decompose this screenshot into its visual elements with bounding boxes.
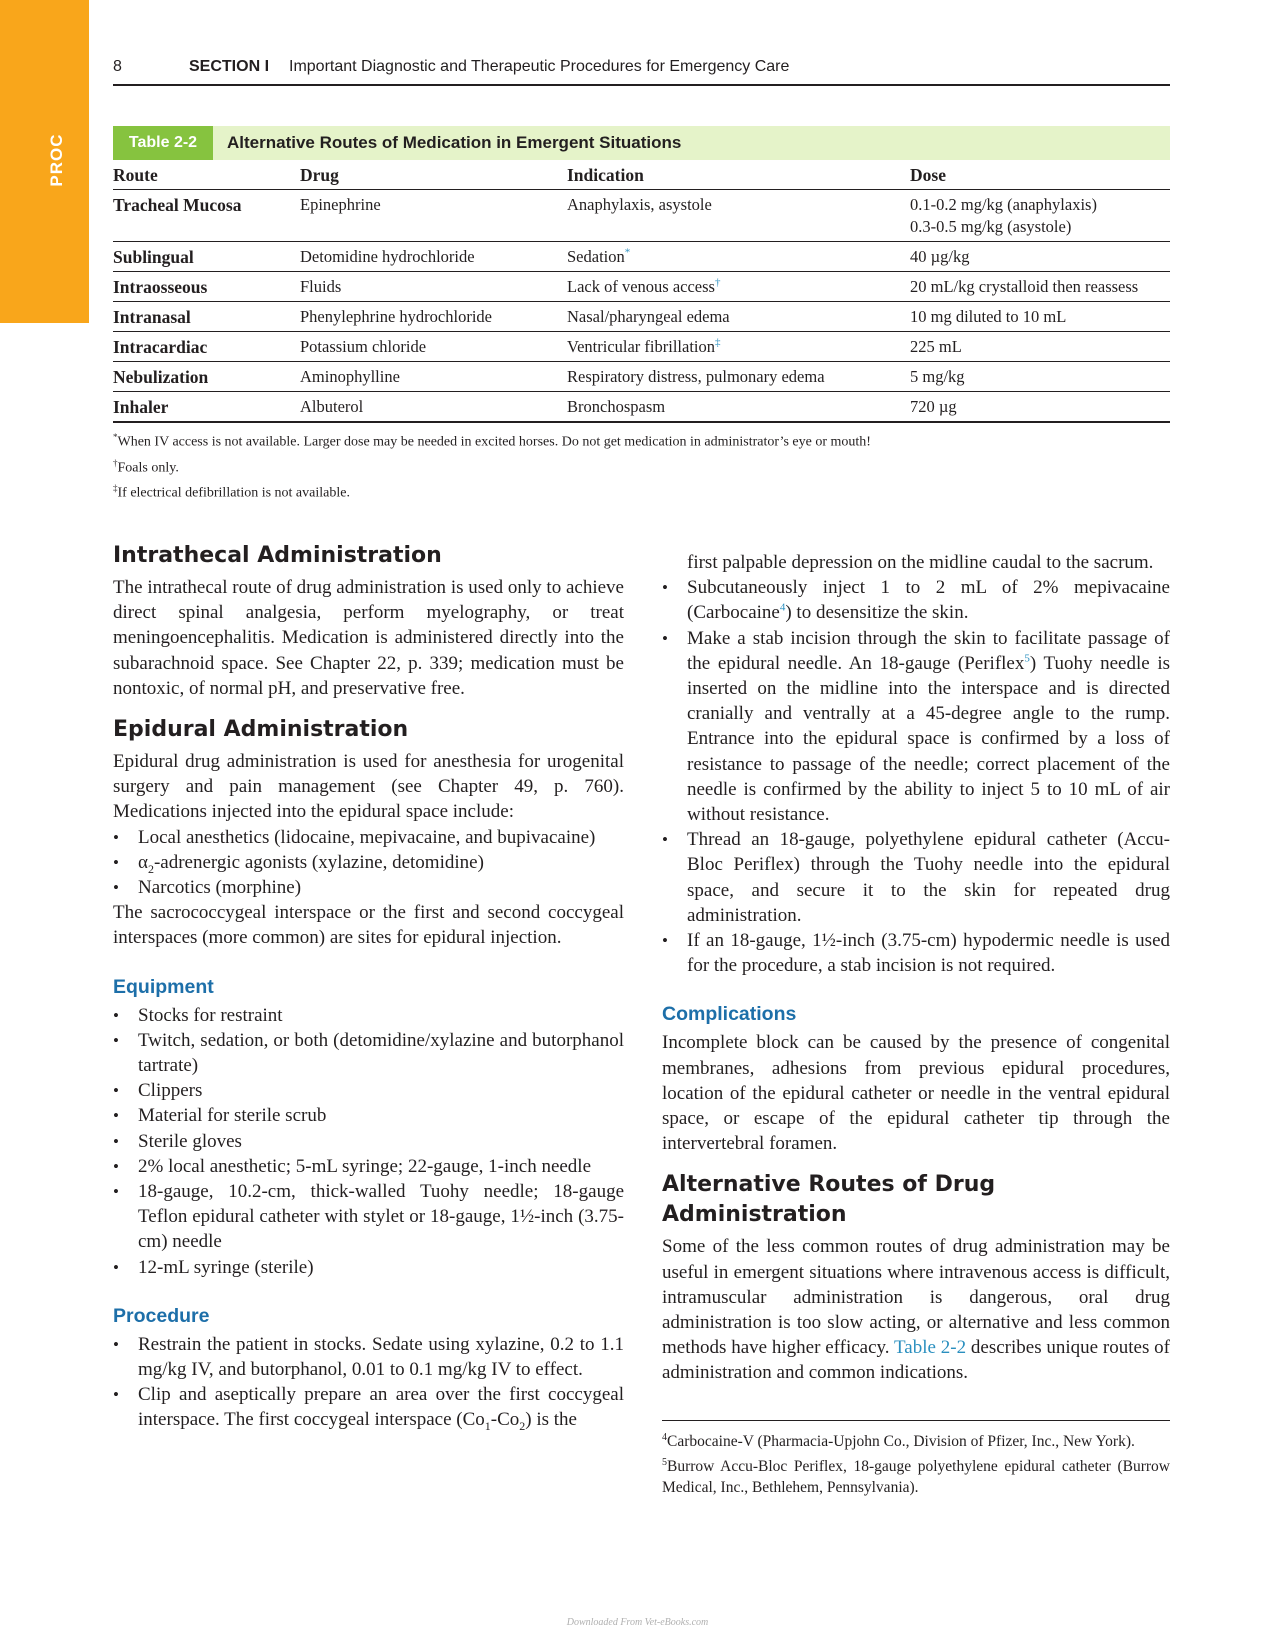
- list-item: • If an 18-gauge, 1½-inch (3.75-cm) hypodermic needle is used for the procedure, a stab incision is not required.: [662, 928, 1170, 978]
- table-reference-link[interactable]: Table 2-2: [894, 1337, 967, 1359]
- header-indication: Indication: [567, 160, 910, 190]
- section-label: SECTION I: [189, 58, 270, 75]
- route-cell: Inhaler: [113, 392, 300, 423]
- table-caption: [113, 126, 1170, 160]
- page-footnotes: [662, 1427, 1170, 1498]
- epidural-text-sites: The sacrococcygeal interspace or the first and second coccygeal interspaces (more common) are sites for epidural injection.: [113, 902, 624, 949]
- intrathecal-heading: Intrathecal Administration: [113, 543, 442, 568]
- footnote: $^5$Burrow Accu-Bloc Periflex, 18-gauge polyethylene epidural catheter (Burrow Medical, Inc., Bethlehem, Pennsylvania).: [662, 1456, 1170, 1496]
- drug-cell: Albuterol: [300, 392, 567, 423]
- list-item: • Sterile gloves: [113, 1129, 624, 1154]
- drug-cell: Detomidine hydrochloride: [300, 242, 567, 272]
- route-cell: Intracardiac: [113, 332, 300, 362]
- indication-cell: Nasal/pharyngeal edema: [567, 302, 910, 332]
- procedure-list-continued: [662, 575, 1170, 978]
- list-item: • 12-mL syringe (sterile): [113, 1255, 624, 1280]
- left-column: [113, 541, 624, 1433]
- intrathecal-text: The intrathecal route of drug administration is used only to achieve direct spinal analgesia, perform myelography, or treat meningoencephalitis. Medication is administered directly into the subarachnoid space. See Chapter 22, p. 339; medication must be nontoxic, of normal pH, and preservative free.: [113, 577, 624, 699]
- table-title: Alternative Routes of Medication in Emergent Situations: [227, 133, 682, 152]
- list-item: • Narcotics (morphine): [113, 875, 624, 900]
- epidural-medication-list: [113, 825, 624, 901]
- table-note: *When IV access is not available. Larger dose may be needed in excited horses. Do not get medication in administrator’s eye or mouth!: [113, 432, 871, 450]
- footnote-ref[interactable]: 5: [1024, 652, 1030, 665]
- complications-text: Incomplete block can be caused by the presence of congenital membranes, adhesions from previous epidural procedures, location of the epidural catheter or needle in the ventral epidural space, or escape of the epidural catheter tip through the intervertebral foramen.: [662, 1032, 1170, 1155]
- list-item: • $\alpha_2$-adrenergic agonists (xylazine, detomidine): [113, 850, 624, 875]
- indication-cell: Bronchospasm: [567, 392, 910, 423]
- dose-cell: 5 mg/kg: [910, 362, 1170, 392]
- table-number: Table 2-2: [113, 126, 213, 160]
- indication-cell: Respiratory distress, pulmonary edema: [567, 362, 910, 392]
- route-cell: Intranasal: [113, 302, 300, 332]
- medication-table: [113, 160, 1170, 423]
- table-row: [113, 302, 1170, 332]
- table-footnote-mark: ‡: [715, 336, 721, 349]
- footnote-divider: [662, 1420, 1170, 1421]
- list-item: • 18-gauge, 10.2-cm, thick-walled Tuohy needle; 18-gauge Teflon epidural catheter with stylet or 18-gauge, 1½-inch (3.75-cm) needle: [113, 1179, 624, 1255]
- table-row: [113, 392, 1170, 423]
- list-item: • Twitch, sedation, or both (detomidine/xylazine and butorphanol tartrate): [113, 1028, 624, 1078]
- table-row: [113, 272, 1170, 302]
- watermark: Downloaded From Vet-eBooks.com: [566, 1617, 709, 1628]
- indication-cell: Sedation*: [567, 242, 910, 272]
- list-item: • Clip and aseptically prepare an area over the first coccygeal interspace. The first coccygeal interspace $(Co_1-Co_2)$ is the: [113, 1382, 624, 1432]
- procedure-continuation: first palpable depression on the midline caudal to the sacrum.: [687, 552, 1154, 573]
- list-item: • 2% local anesthetic; 5-mL syringe; 22-gauge, 1-inch needle: [113, 1154, 624, 1179]
- alternative-routes-text: Some of the less common routes of drug administration may be useful in emergent situations where intravenous access is difficult, intramuscular administration is dangerous, oral drug administration is too slow acting, or alternative and less common methods have higher efficacy. Table 2-2 describes unique routes of administration and common indications.: [662, 1236, 1170, 1384]
- equipment-heading: Equipment: [113, 975, 214, 998]
- medication-table-block: [113, 126, 1170, 504]
- footnote-ref[interactable]: 4: [779, 602, 786, 615]
- dose-cell: 720 µg: [910, 392, 1170, 423]
- table-row: [113, 362, 1170, 392]
- drug-cell: Fluids: [300, 272, 567, 302]
- list-item: • Material for sterile scrub: [113, 1103, 624, 1128]
- indication-cell: Lack of venous access†: [567, 272, 910, 302]
- route-cell: Sublingual: [113, 242, 300, 272]
- list-item: • Stocks for restraint: [113, 1003, 624, 1028]
- route-cell: Intraosseous: [113, 272, 300, 302]
- list-item: • Local anesthetics (lidocaine, mepivacaine, and bupivacaine): [113, 825, 624, 850]
- equipment-list: [113, 1003, 624, 1280]
- list-item: • Restrain the patient in stocks. Sedate using xylazine, 0.2 to 1.1 mg/kg IV, and butorphanol, 0.01 to 0.1 mg/kg IV to effect.: [113, 1332, 624, 1382]
- table-footnote-mark: †: [714, 276, 721, 289]
- section-title: Important Diagnostic and Therapeutic Procedures for Emergency Care: [289, 58, 790, 75]
- table-note: ‡If electrical defibrillation is not available.: [113, 483, 350, 501]
- procedure-heading: Procedure: [113, 1304, 210, 1327]
- list-item: • Make a stab incision through the skin to facilitate passage of the epidural needle. An 18-gauge (Periflex$^5$) Tuohy needle is inserted on the midline into the interspace and is directed cranially and ventrally at a 45-degree angle to the rump. Entrance into the epidural space is confirmed by a loss of resistance to passage of the needle; correct placement of the needle is confirmed by the ability to inject 5 to 10 mL of air without resistance.: [662, 626, 1170, 828]
- drug-cell: Aminophylline: [300, 362, 567, 392]
- drug-cell: Potassium chloride: [300, 332, 567, 362]
- indication-cell: Ventricular fibrillation‡: [567, 332, 910, 362]
- page-number: 8: [113, 58, 122, 75]
- drug-cell: Phenylephrine hydrochloride: [300, 302, 567, 332]
- table-footnote-mark: *: [624, 246, 631, 259]
- header-dose: Dose: [910, 160, 1170, 190]
- route-cell: Nebulization: [113, 362, 300, 392]
- side-tab: [0, 0, 89, 323]
- route-cell: Tracheal Mucosa: [113, 190, 300, 242]
- drug-cell: Epinephrine: [300, 190, 567, 242]
- list-item: • Thread an 18-gauge, polyethylene epidural catheter (Accu-Bloc Periflex) through the Tuohy needle into the epidural space, and secure it to the skin for repeated drug administration.: [662, 827, 1170, 928]
- alternative-routes-heading: Alternative Routes of Drug Administration: [662, 1172, 996, 1228]
- list-item: • Subcutaneously inject 1 to 2 mL of 2% mepivacaine (Carbocaine$^4$) to desensitize the skin.: [662, 575, 1170, 625]
- table-row: [113, 190, 1170, 242]
- complications-heading: Complications: [662, 1003, 797, 1026]
- epidural-heading: Epidural Administration: [113, 717, 409, 743]
- list-item: • Clippers: [113, 1078, 624, 1103]
- dose-cell: 40 µg/kg: [910, 242, 1170, 272]
- side-tab-label: PROC: [47, 133, 66, 187]
- indication-cell: Anaphylaxis, asystole: [567, 190, 910, 242]
- epidural-text: Epidural drug administration is used for anesthesia for urogenital surgery and pain management (see Chapter 49, p. 760). Medications injected into the epidural space include:: [113, 751, 624, 823]
- table-header-row: [113, 160, 1170, 190]
- dose-cell: 225 mL: [910, 332, 1170, 362]
- running-head: [113, 54, 1170, 86]
- table-row: [113, 242, 1170, 272]
- header-drug: Drug: [300, 160, 567, 190]
- dose-cell: 0.1-0.2 mg/kg (anaphylaxis) 0.3-0.5 mg/kg (asystole): [910, 190, 1170, 242]
- right-column: [662, 550, 1170, 1498]
- dose-cell: 20 mL/kg crystalloid then reassess: [910, 272, 1170, 302]
- table-note: †Foals only.: [113, 457, 179, 476]
- table-notes: [113, 427, 1170, 504]
- table-row: [113, 332, 1170, 362]
- procedure-list: [113, 1332, 624, 1433]
- header-route: Route: [113, 160, 300, 190]
- footnote: $^4$Carbocaine-V (Pharmacia-Upjohn Co., Division of Pfizer, Inc., New York).: [662, 1431, 1135, 1450]
- dose-cell: 10 mg diluted to 10 mL: [910, 302, 1170, 332]
